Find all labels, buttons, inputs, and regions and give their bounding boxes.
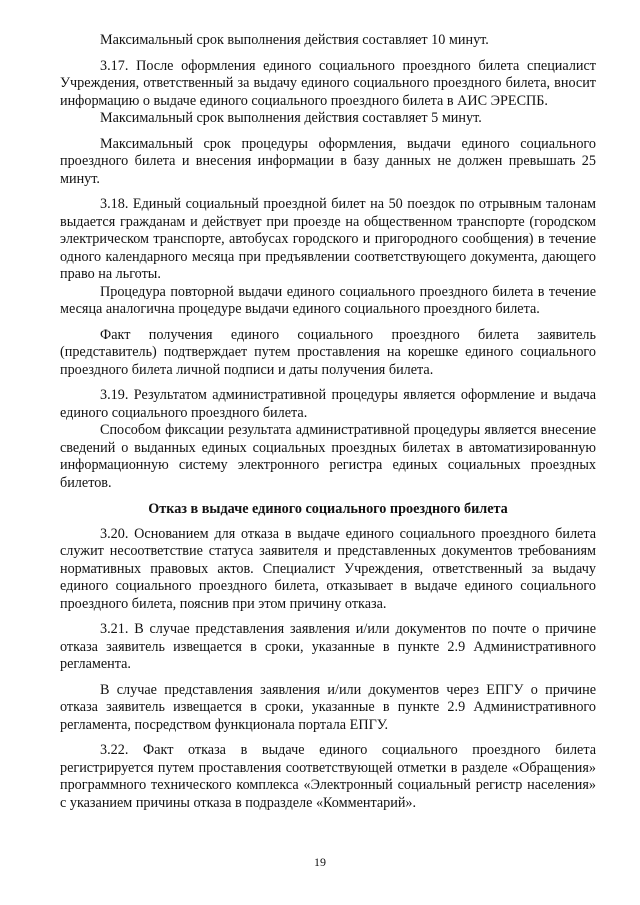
paragraph-3-21: 3.21. В случае представления заявления и/или документов по почте о причине отказа заявитель извещается в сроки, указанные в пункте 2.9 Административного регламента. (60, 621, 596, 672)
page-number: 19 (314, 855, 326, 869)
paragraph-max-time-procedure: Максимальный срок процедуры оформления, выдачи единого социального проездного билета и внесения информации в базу данных не должен превышать 25 минут. (60, 135, 596, 187)
paragraph-max-time-10: Максимальный срок выполнения действия составляет 10 минут. (100, 32, 489, 48)
paragraph-max-time-5: Максимальный срок выполнения действия составляет 5 минут. (100, 110, 482, 126)
paragraph-3-17: 3.17. После оформления единого социального проездного билета специалист Учреждения, ответственный за выдачу единого социального проездного билета, вносит информацию о выдаче единого социального проездного билета в АИС ЭРЕСПБ. (60, 57, 596, 109)
section-heading-refusal: Отказ в выдаче единого социального проездного билета (148, 501, 508, 517)
paragraph-repeat-issue: Процедура повторной выдачи единого социального проездного билета в течение месяца аналогична процедуре выдачи единого социального проездного билета. (60, 283, 596, 317)
paragraph-epgu-refusal: В случае представления заявления и/или документов через ЕПГУ о причине отказа заявитель извещается в сроки, указанные в пункте 2.9 Административного регламента, посредством функционала портала ЕПГУ. (60, 681, 596, 733)
paragraph-3-19: 3.19. Результатом административной процедуры является оформление и выдача единого социального проездного билета. (60, 387, 596, 421)
document-page (60, 32, 596, 812)
paragraph-3-18: 3.18. Единый социальный проездной билет на 50 поездок по отрывным талонам выдается гражданам и действует при проезде на общественном транспорте (городском электрическом транспорте, автобусах городского и пригородного сообщения) в течение одного календарного месяца при предъявлении соответствующего документа, дающего право на льготы. (60, 196, 596, 282)
paragraph-3-22: 3.22. Факт отказа в выдаче единого социального проездного билета регистрируется путем проставления соответствующей отметки в разделе «Обращения» программного технического комплекса «Электронный социальный регистр населения» с указанием причины отказа в подразделе «Комментарий». (60, 742, 596, 811)
paragraph-receipt-confirmation: Факт получения единого социального проездного билета заявитель (представитель) подтверждает путем проставления на корешке единого социального проездного билета личной подписи и даты получения билета. (60, 326, 596, 378)
paragraph-result-fixation: Способом фиксации результата административной процедуры является внесение сведений о выданных единых социальных проездных билетах в автоматизированную информационную систему электронного регистра единых социальных проездных билетов. (60, 422, 596, 491)
paragraph-3-20: 3.20. Основанием для отказа в выдаче единого социального проездного билета служит несоответствие статуса заявителя и представленных документов требованиям нормативных правовых актов. Специалист Учреждения, ответственный за выдачу единого социального проездного билета, отказывает в выдаче единого социального проездного билета, пояснив при этом причину отказа. (60, 525, 596, 612)
